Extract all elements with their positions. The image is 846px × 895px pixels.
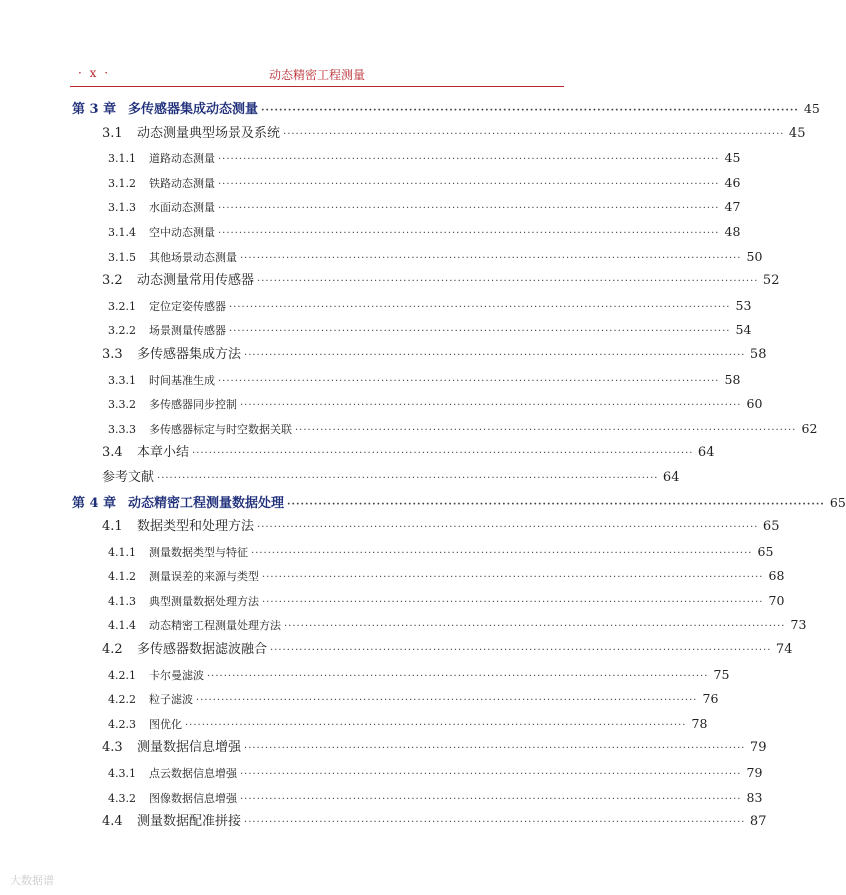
- toc-title: 粒子滤波: [149, 693, 193, 707]
- toc-title: 点云数据信息增强: [149, 767, 237, 781]
- leader-dots: ························································································································: [261, 105, 799, 116]
- toc-number: 第 4 章: [72, 495, 117, 511]
- table-of-contents: [72, 97, 846, 835]
- leader-dots: ························································································································: [251, 547, 753, 559]
- toc-page-number: 50: [746, 248, 763, 264]
- toc-page-number: 53: [735, 297, 752, 313]
- leader-dots: ························································································································: [192, 448, 694, 460]
- toc-entry-sub[interactable]: [72, 712, 708, 737]
- toc-page-number: 62: [801, 420, 818, 436]
- toc-page-number: 65: [757, 543, 774, 559]
- leader-dots: ························································································································: [257, 522, 759, 534]
- toc-page-number: 76: [702, 691, 719, 707]
- leader-dots: ························································································································: [262, 572, 764, 584]
- toc-title: 场景测量传感器: [149, 324, 226, 338]
- toc-entry-sub[interactable]: [72, 294, 752, 319]
- toc-entry-sub[interactable]: [72, 245, 763, 270]
- toc-entry-section[interactable]: [72, 810, 767, 835]
- toc-title: 道路动态测量: [149, 152, 215, 166]
- page-number-roman: · x ·: [78, 66, 111, 80]
- leader-dots: ························································································································: [196, 695, 698, 707]
- toc-page-number: 46: [724, 174, 741, 190]
- toc-title: 本章小结: [137, 445, 190, 461]
- toc-number: 4.3.2: [108, 791, 136, 805]
- leader-dots: ························································································································: [240, 793, 742, 805]
- toc-title: 时间基准生成: [149, 373, 215, 387]
- toc-page-number: 75: [713, 666, 730, 682]
- leader-dots: ························································································································: [218, 203, 720, 215]
- toc-number: 3.3.1: [108, 373, 136, 387]
- toc-number: 3.3: [102, 346, 123, 362]
- toc-entry-sub[interactable]: [72, 761, 763, 786]
- toc-title: 多传感器数据滤波融合: [137, 642, 268, 658]
- toc-page-number: 87: [749, 814, 767, 830]
- toc-page-number: 45: [803, 101, 820, 116]
- toc-number: 4.1.1: [108, 545, 136, 559]
- leader-dots: ························································································································: [207, 670, 709, 682]
- toc-title: 测量数据信息增强: [137, 740, 242, 756]
- toc-page-number: 70: [768, 592, 785, 608]
- toc-number: 第 3 章: [72, 102, 117, 117]
- toc-number: 3.2.2: [108, 324, 136, 338]
- toc-page-number: 79: [746, 765, 763, 781]
- toc-page-number: 58: [724, 371, 741, 387]
- toc-entry-sub[interactable]: [72, 786, 763, 811]
- leader-dots: ························································································································: [240, 252, 742, 264]
- toc-page-number: 60: [746, 396, 763, 412]
- running-title: 动态精密工程测量: [268, 68, 365, 82]
- toc-page-number: 83: [746, 789, 763, 805]
- toc-entry-chapter[interactable]: [72, 491, 846, 516]
- leader-dots: ························································································································: [287, 498, 825, 510]
- toc-title: 动态精密工程测量数据处理: [128, 495, 285, 511]
- toc-number: 3.1: [102, 125, 123, 141]
- leader-dots: ························································································································: [218, 375, 720, 387]
- leader-dots: ························································································································: [240, 769, 742, 781]
- toc-title: 多传感器标定与时空数据关联: [149, 422, 292, 436]
- toc-title: 动态测量典型场景及系统: [137, 125, 281, 141]
- toc-number: 4.1.4: [108, 619, 136, 633]
- toc-page-number: 45: [724, 150, 741, 166]
- toc-title: 定位定姿传感器: [149, 299, 226, 313]
- toc-number: 3.1.3: [108, 201, 136, 215]
- toc-page-number: 48: [724, 223, 741, 239]
- toc-entry-section[interactable]: [72, 441, 715, 466]
- toc-number: 3.1.1: [108, 152, 136, 166]
- toc-title: 多传感器集成动态测量: [128, 102, 259, 117]
- toc-title: 图像数据信息增强: [149, 791, 237, 805]
- toc-entry-sub[interactable]: [72, 589, 785, 614]
- leader-dots: ························································································································: [244, 349, 746, 361]
- toc-page-number: 58: [749, 346, 767, 362]
- leader-dots: ························································································································: [244, 743, 746, 755]
- toc-entry-sub[interactable]: [72, 417, 818, 442]
- leader-dots: ························································································································: [218, 178, 720, 190]
- toc-title: 测量误差的来源与类型: [149, 570, 259, 584]
- toc-number: 3.2.1: [108, 299, 136, 313]
- toc-title: 动态精密工程测量处理方法: [149, 619, 281, 633]
- toc-title: 空中动态测量: [149, 225, 215, 239]
- toc-entry-sub[interactable]: [72, 564, 785, 589]
- watermark: 大数据谱: [10, 874, 54, 887]
- toc-page-number: 79: [749, 740, 767, 756]
- toc-entry-section[interactable]: [72, 343, 767, 368]
- toc-number: 4.4: [102, 814, 123, 830]
- toc-entry-section[interactable]: [72, 638, 793, 663]
- leader-dots: ························································································································: [262, 596, 764, 608]
- toc-page-number: 68: [768, 568, 785, 584]
- toc-page-number: 65: [762, 519, 780, 535]
- toc-title: 典型测量数据处理方法: [149, 594, 259, 608]
- toc-title: 参考文献: [102, 469, 155, 485]
- toc-number: 4.2.2: [108, 693, 136, 707]
- toc-title: 测量数据类型与特征: [149, 545, 248, 559]
- toc-page-number: 47: [724, 199, 741, 215]
- toc-number: 4.1.2: [108, 570, 136, 584]
- toc-entry-sub[interactable]: [72, 171, 741, 196]
- toc-title: 测量数据配准拼接: [137, 814, 242, 830]
- toc-entry-sub[interactable]: [72, 146, 741, 171]
- toc-entry-sub[interactable]: [72, 613, 807, 638]
- toc-page-number: 52: [762, 273, 780, 289]
- toc-number: 3.3.3: [108, 422, 136, 436]
- leader-dots: ························································································································: [218, 154, 720, 166]
- toc-page-number: 64: [697, 445, 715, 461]
- toc-title: 多传感器同步控制: [149, 398, 237, 412]
- leader-dots: ························································································································: [270, 645, 772, 657]
- toc-number: 3.4: [102, 445, 123, 461]
- leader-dots: ························································································································: [185, 719, 687, 731]
- toc-entry-section[interactable]: [72, 269, 780, 294]
- leader-dots: ························································································································: [229, 326, 731, 338]
- toc-page-number: 65: [829, 494, 846, 510]
- toc-page-number: 73: [790, 617, 807, 633]
- leader-dots: ························································································································: [229, 301, 731, 313]
- leader-dots: ························································································································: [157, 472, 659, 484]
- toc-entry-section[interactable]: [72, 515, 780, 540]
- toc-entry-sub[interactable]: [72, 368, 741, 393]
- toc-title: 多传感器集成方法: [137, 346, 242, 362]
- toc-page-number: 74: [775, 642, 793, 658]
- toc-number: 3.3.2: [108, 398, 136, 412]
- leader-dots: ························································································································: [218, 227, 720, 239]
- toc-number: 4.1: [102, 519, 123, 535]
- toc-entry-sub[interactable]: [72, 540, 774, 565]
- toc-entry-sub[interactable]: [72, 195, 741, 220]
- toc-entry-sub[interactable]: [72, 220, 741, 245]
- toc-number: 3.1.2: [108, 176, 136, 190]
- toc-number: 4.1.3: [108, 594, 136, 608]
- leader-dots: ························································································································: [240, 400, 742, 412]
- leader-dots: ························································································································: [295, 424, 797, 436]
- leader-dots: ························································································································: [244, 817, 746, 829]
- toc-page-number: 64: [662, 469, 680, 485]
- page-header: [70, 60, 564, 87]
- toc-page-number: 54: [735, 322, 752, 338]
- toc-title: 数据类型和处理方法: [137, 519, 255, 535]
- toc-title: 动态测量常用传感器: [137, 273, 255, 289]
- toc-entry-sub[interactable]: [72, 392, 763, 417]
- toc-entry-sub[interactable]: [72, 663, 730, 688]
- toc-title: 水面动态测量: [149, 201, 215, 215]
- toc-title: 图优化: [149, 717, 182, 731]
- toc-number: 4.2.3: [108, 717, 136, 731]
- toc-title: 铁路动态测量: [149, 176, 215, 190]
- toc-number: 4.3: [102, 740, 123, 756]
- toc-number: 4.2: [102, 642, 123, 658]
- toc-number: 3.2: [102, 273, 123, 289]
- toc-entry-sub[interactable]: [72, 687, 719, 712]
- leader-dots: ························································································································: [283, 128, 785, 140]
- toc-title: 卡尔曼滤波: [149, 668, 204, 682]
- toc-entry-section[interactable]: [72, 736, 767, 761]
- toc-number: 3.1.5: [108, 250, 136, 264]
- toc-number: 3.1.4: [108, 225, 136, 239]
- toc-page-number: 78: [691, 715, 708, 731]
- toc-number: 4.2.1: [108, 668, 136, 682]
- leader-dots: ························································································································: [284, 621, 786, 633]
- toc-entry-section[interactable]: [72, 122, 806, 147]
- leader-dots: ························································································································: [257, 276, 759, 288]
- toc-page-number: 45: [788, 125, 806, 141]
- toc-title: 其他场景动态测量: [149, 250, 237, 264]
- toc-entry-sub[interactable]: [72, 318, 752, 343]
- toc-number: 4.3.1: [108, 767, 136, 781]
- toc-entry-plain[interactable]: [72, 466, 680, 491]
- toc-entry-chapter[interactable]: [72, 97, 820, 122]
